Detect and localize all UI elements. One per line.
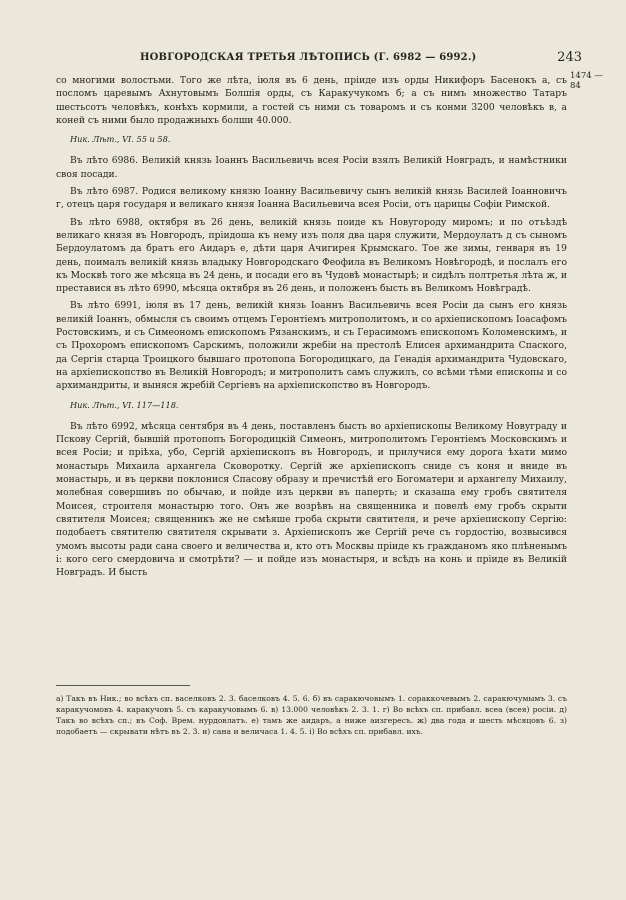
source-reference: Ник. Лѣт., VI. 55 и 58. [70,134,171,145]
paragraph: Въ лѣто 6988, октября въ 26 день, великiй князь поиде къ Новугороду миромъ; и по отъѣздѣ великаго князя въ Новгородъ, прiидоша къ нему изъ поля два царя служити, Мердоулатъ д съ сыномъ Бердоулатомъ да братъ его Аидаръ е, дѣти царя Ачигирея Крымскаго. Тое же зимы, генваря въ 19 день, поималъ великiй князь владыку Новгородскаго Феофила въ Великомъ Новѣгородѣ, и послалъ его къ Москвѣ того же мѣсяца въ 24 день, и посади его въ Чудовѣ монастырѣ; и сидѣлъ полтретья лѣта ж, и преставися въ лѣто 6990, мѣсяца октября въ 26 день, и положенъ бысть въ Великомъ Новѣградѣ. [56,216,567,295]
paragraph: со многими волостьми. Того же лѣта, iюля въ 6 день, прiиде изъ орды Никифоръ Басенокъ а, съ посломъ царевымъ Ахнутовымъ Болшiя орды, съ Каракучукомъ б; а съ нимъ множество Татаръ шестьсотъ человѣкъ, конѣхъ кормили, а гостей съ ними съ товаромъ и съ конми 3200 человѣкъ в, а коней съ ними было продажныхъ болши 40.000. [56,75,567,126]
running-head [0,52,626,68]
margin-year-note: 1474 —84 [570,71,603,91]
source-reference: Ник. Лѣт., VI. 117—118. [70,399,179,410]
page-header-title: НОВГОРОДСКАЯ ТРЕТЬЯ ЛѢТОПИСЬ (Г. 6982 — 6992.) [140,52,477,63]
page-number: 243 [557,50,582,65]
footnote-divider [56,685,190,686]
paragraph: Въ лѣто 6987. Родися великому князю Iоанну Васильевичу сынъ великiй князь Василей Iоанновичъ г, отецъ царя государя и великаго князя Iоанна Васильевича всея Росiи, отъ царицы Софiи Римской. [56,186,567,211]
footnote-text: а) Такъ въ Ник.; во всѣхъ сп. васелковъ 2. 3. баселковъ 4. 5. 6. б) въ саракючовымъ 1. сораккочевымъ 2. саракючумымъ 3. съ каракучомовъ 4. каракучовъ 5. съ каракучовымъ 6. в) 13.000 человѣкъ 2. 3. 1. г) Во всѣхъ сп. прибавл. всеа (всея) росiи. д) Такъ во всѣхъ сп.; въ Соф. Врем. нурдовлатъ. е) тамъ же аидаръ, а ниже аизгересъ. ж) два года и шесть мѣсяцовъ 6. з) подобаетъ — скрывати нѣтъ въ 2. 3. и) сана и величаса 1. 4. 5. i) Во всѣхъ сп. прибавл. ихъ. [56,694,567,736]
chronicle-text [56,74,567,583]
paragraph: Въ лѣто 6986. Великiй князь Iоаннъ Васильевичь всея Росiи взялъ Великiй Новградъ, и намѣстники своя посади. [56,155,567,180]
footnotes [56,693,567,737]
paragraph: Въ лѣто 6991, iюля въ 17 день, великiй князь Iоаннъ Васильевичь всея Росiи да сынъ его князь великiй Iоаннъ, обмысля съ своимъ отцемъ Геронтiемъ митрополитомъ, и со архiепископомъ Iоасафомъ Ростовскимъ, и съ Симеономъ епископомъ Рязанскимъ, и съ Герасимомъ епископомъ Коломенскимъ, и съ Прохоромъ епископомъ Сарскимъ, положили жребiи на престолѣ Елисея архимандрита Спаского, да Сергiя старца Троицкого бывшаго протопопа Богородицкаго, да Генадiя архимандрита Чудовскаго, на архiепископство въ Великiй Новгородъ; и митрополитъ самъ служилъ, со всѣми тѣми епископы и со архимандриты, и выняся жребiй Сергiевъ на архiепископство въ Новгородъ. [56,300,567,392]
paragraph: Въ лѣто 6992, мѣсяца сентября въ 4 день, поставленъ бысть во архiепископы Великому Новуграду и Пскову Сергiй, бывшiй протопопъ Богородицкiй Симеонъ, митрополитомъ Геронтiемъ Московскимъ и всея Росiи; и прiѣха, убо, Сергiй архiепископъ въ Новгородъ, и прилучися ему дорога ѣхати мимо монастырь Михаила архангела Сковоротку. Сергiй же архiепископъ сниде съ коня и вниде въ монастырь, и въ церкви поклонися Спасову образу и пречистѣй его Богоматери и архангелу Михаилу, молебная совершивъ по обычаю, и пойде изъ церкви въ паперть; и сказаша ему гробъ святителя Моисея, строителя монастырю того. Онъ же возрѣвъ на священника и повелѣ ему гробъ скрыти святителя Моисея; священникъ же не смѣяше гроба скрыти святителя, и рече архiепископу Сергiю: подобаетъ святителю святителя скрывати з. Архiепископъ же Сергiй рече съ гордостiю, возвысився умомъ высоты ради сана своего и величества и, кто отъ Москвы прiиде къ гражданомъ яко плѣненымъ i: кого сего смердовича и смотрѣти? — и пойде изъ монастыря, и всѣдъ на конь и прiиде въ Великiй Новградъ. И бысть [56,420,567,579]
